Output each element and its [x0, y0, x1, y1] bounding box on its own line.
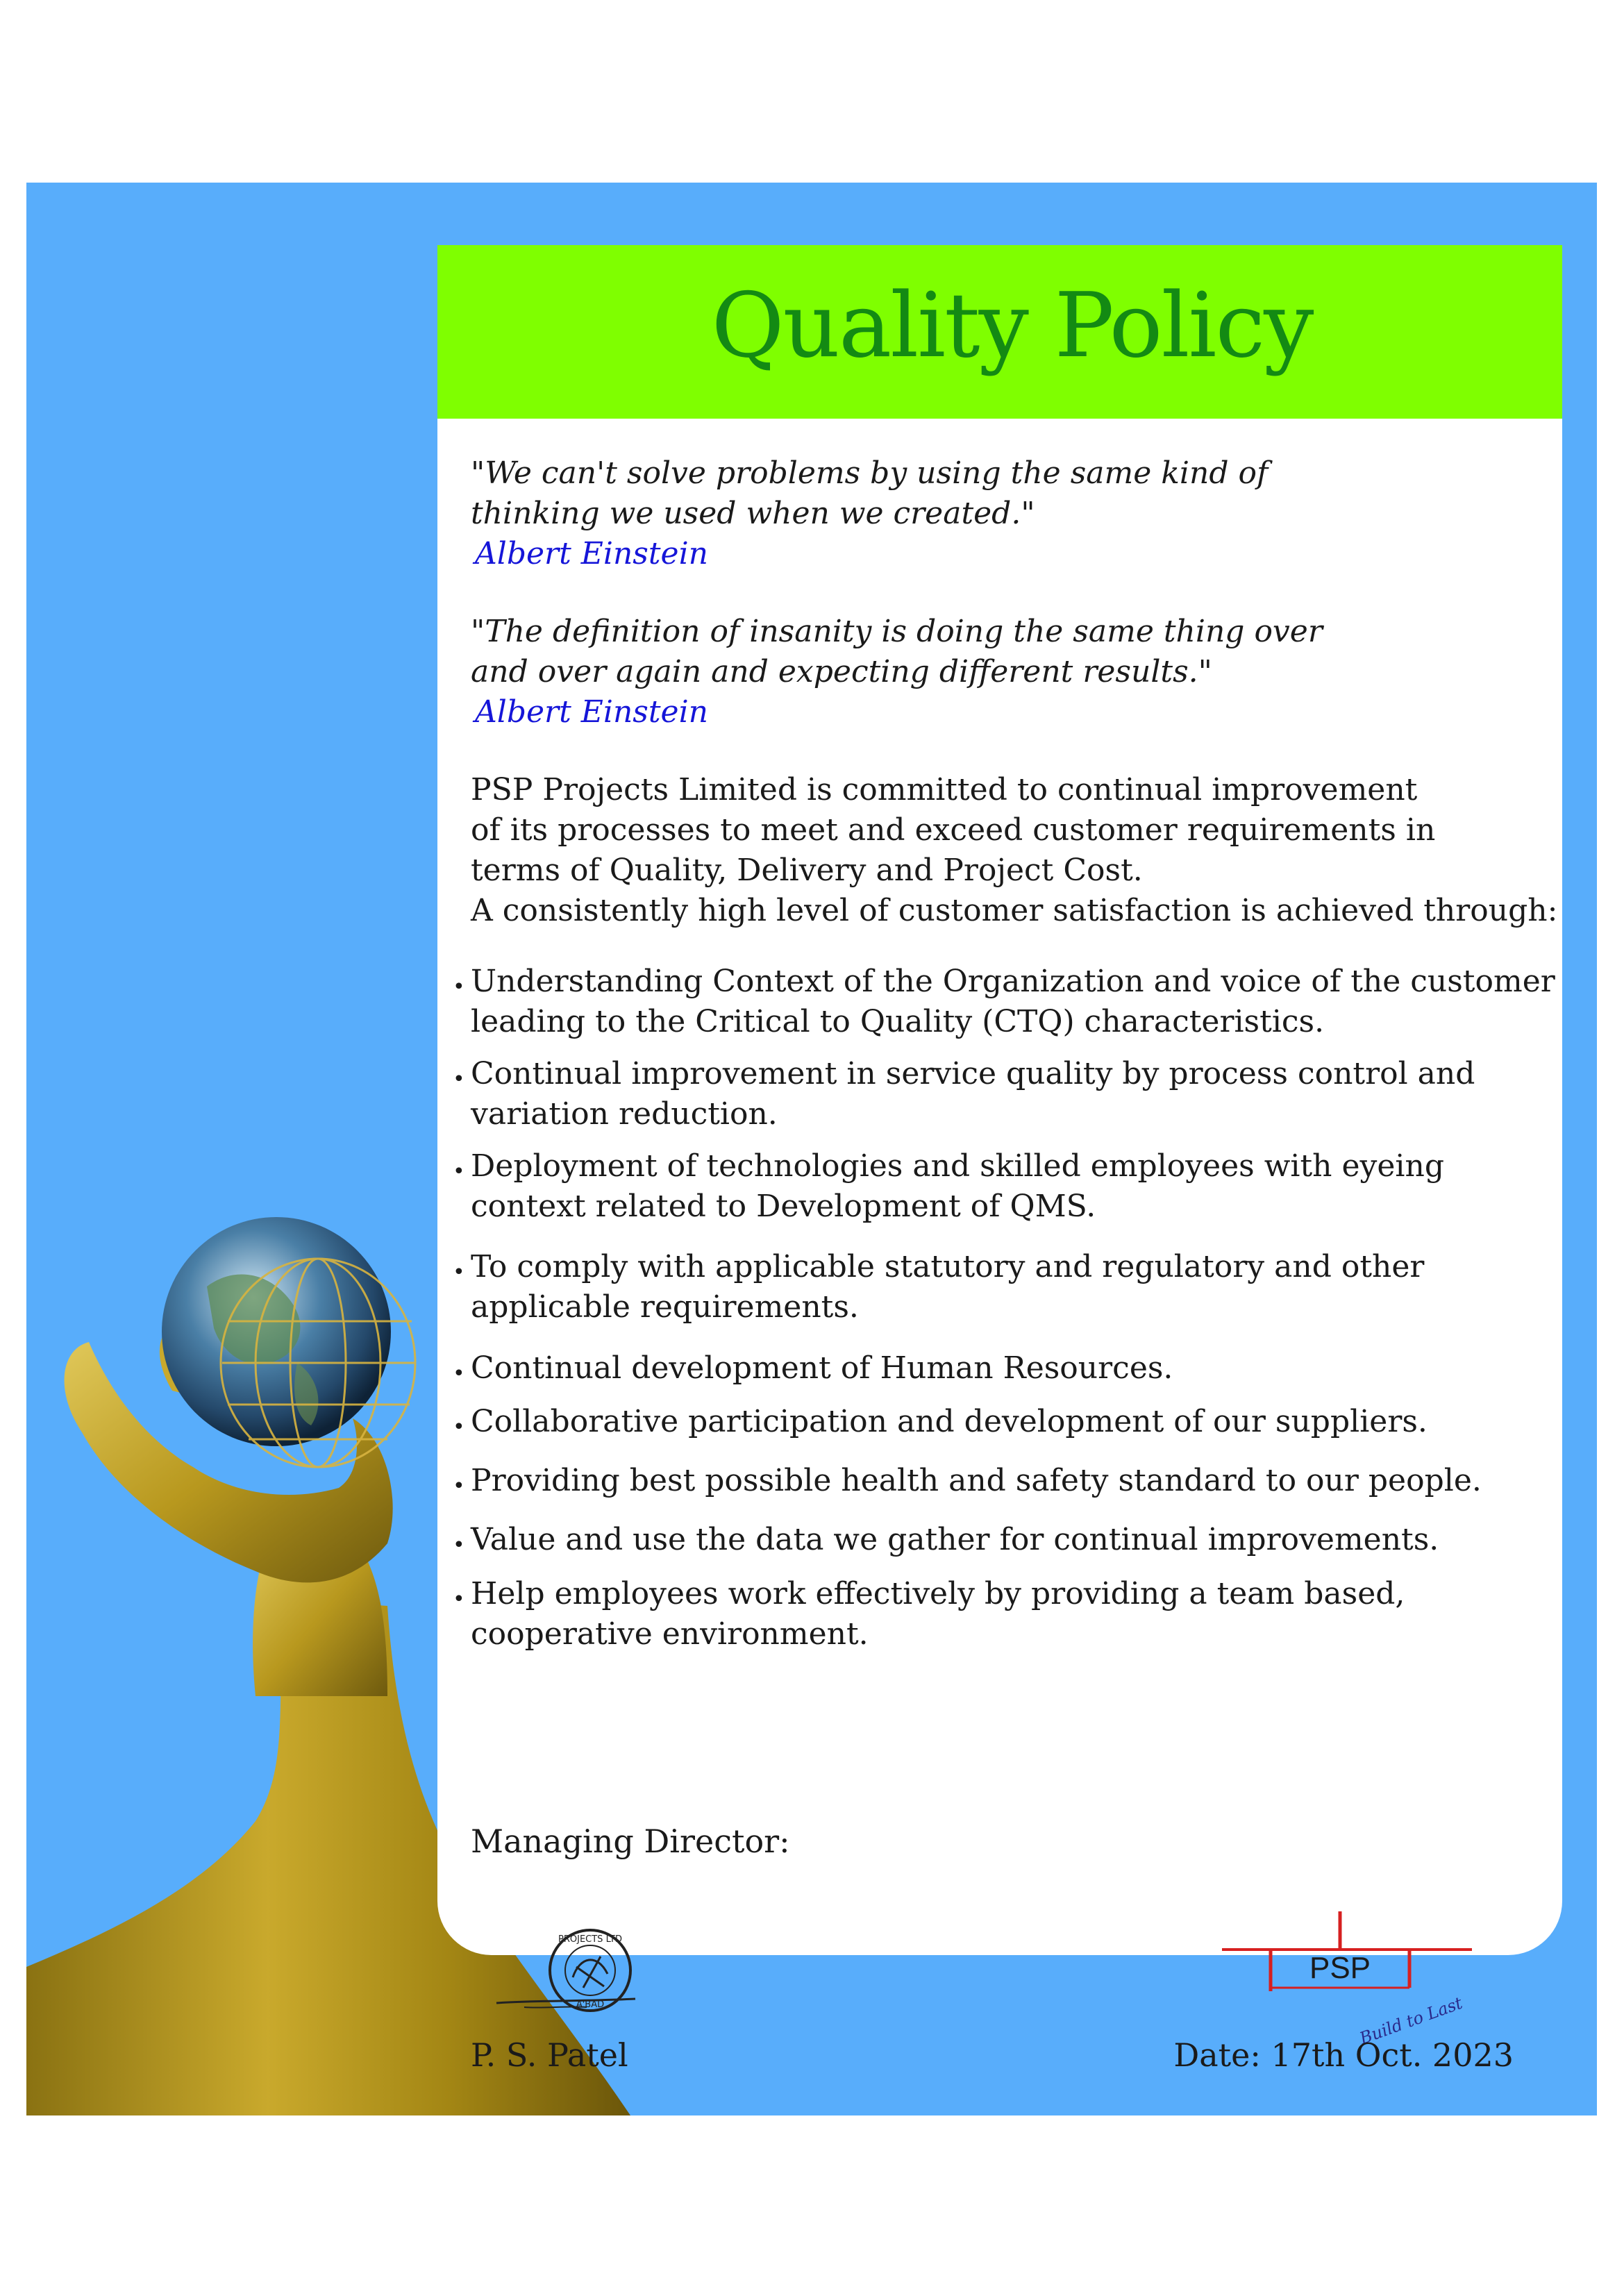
- psp-logo-icon: [1222, 1911, 1472, 2049]
- bullet-2-line-1: Continual improvement in service quality by process control and: [471, 1056, 1475, 1091]
- intro-line-3: terms of Quality, Delivery and Project Cost.: [471, 853, 1143, 888]
- stamp-text-top: PROJECTS LTD: [558, 1934, 622, 1945]
- bullet-3-line-1: Deployment of technologies and skilled employees with eyeing: [471, 1148, 1444, 1184]
- bullet-5-line-1: Continual development of Human Resources.: [471, 1350, 1173, 1386]
- logo-text: PSP: [1309, 1951, 1371, 1985]
- quote-2-line-1: "The definition of insanity is doing the same thing over: [471, 614, 1323, 649]
- bullet-1-line-1: Understanding Context of the Organization and voice of the customer: [471, 964, 1555, 999]
- bullet-icon: •: [453, 1159, 465, 1184]
- bullet-icon: •: [453, 1415, 465, 1439]
- bullet-7-line-1: Providing best possible health and safety standard to our people.: [471, 1463, 1482, 1498]
- stamp-text-bottom: A'BAD: [576, 2000, 605, 2010]
- managing-director-label: Managing Director:: [471, 1822, 790, 1860]
- quote-1-line-2: thinking we used when we created.": [471, 496, 1035, 531]
- bullet-icon: •: [453, 1533, 465, 1557]
- intro-line-1: PSP Projects Limited is committed to continual improvement: [471, 772, 1418, 807]
- page-title: Quality Policy: [711, 274, 1313, 378]
- bullet-4-line-1: To comply with applicable statutory and regulatory and other: [471, 1249, 1425, 1284]
- logo-tagline: Build to Last: [1357, 1993, 1466, 2049]
- signer-name: P. S. Patel: [471, 2036, 628, 2074]
- quote-1-author: Albert Einstein: [475, 536, 708, 571]
- policy-date: Date: 17th Oct. 2023: [1173, 2036, 1514, 2074]
- bullet-1-line-2: leading to the Critical to Quality (CTQ) characteristics.: [471, 1004, 1325, 1039]
- quote-2-author: Albert Einstein: [475, 694, 708, 730]
- bullet-6-line-1: Collaborative participation and development of our suppliers.: [471, 1404, 1428, 1439]
- bullet-icon: •: [453, 975, 465, 999]
- bullet-9-line-2: cooperative environment.: [471, 1616, 869, 1652]
- panel-header: [437, 245, 1562, 419]
- intro-line-2: of its processes to meet and exceed customer requirements in: [471, 812, 1436, 848]
- company-stamp-icon: [496, 1925, 642, 2022]
- bullet-2-line-2: variation reduction.: [471, 1096, 778, 1132]
- quote-1-line-1: "We can't solve problems by using the same kind of: [471, 455, 1269, 491]
- quote-2-line-2: and over again and expecting different results.": [471, 654, 1212, 689]
- bullet-icon: •: [453, 1587, 465, 1611]
- bullet-icon: •: [453, 1067, 465, 1091]
- bullet-icon: •: [453, 1361, 465, 1386]
- bullet-icon: •: [453, 1260, 465, 1284]
- bullet-3-line-2: context related to Development of QMS.: [471, 1189, 1096, 1224]
- bullet-9-line-1: Help employees work effectively by providing a team based,: [471, 1576, 1405, 1611]
- bullet-4-line-2: applicable requirements.: [471, 1289, 859, 1325]
- bullet-8-line-1: Value and use the data we gather for continual improvements.: [471, 1522, 1439, 1557]
- bullet-icon: •: [453, 1474, 465, 1498]
- policy-panel: [437, 245, 1562, 2074]
- poster-background: [26, 183, 1597, 2115]
- intro-line-4: A consistently high level of customer satisfaction is achieved through:: [471, 893, 1558, 928]
